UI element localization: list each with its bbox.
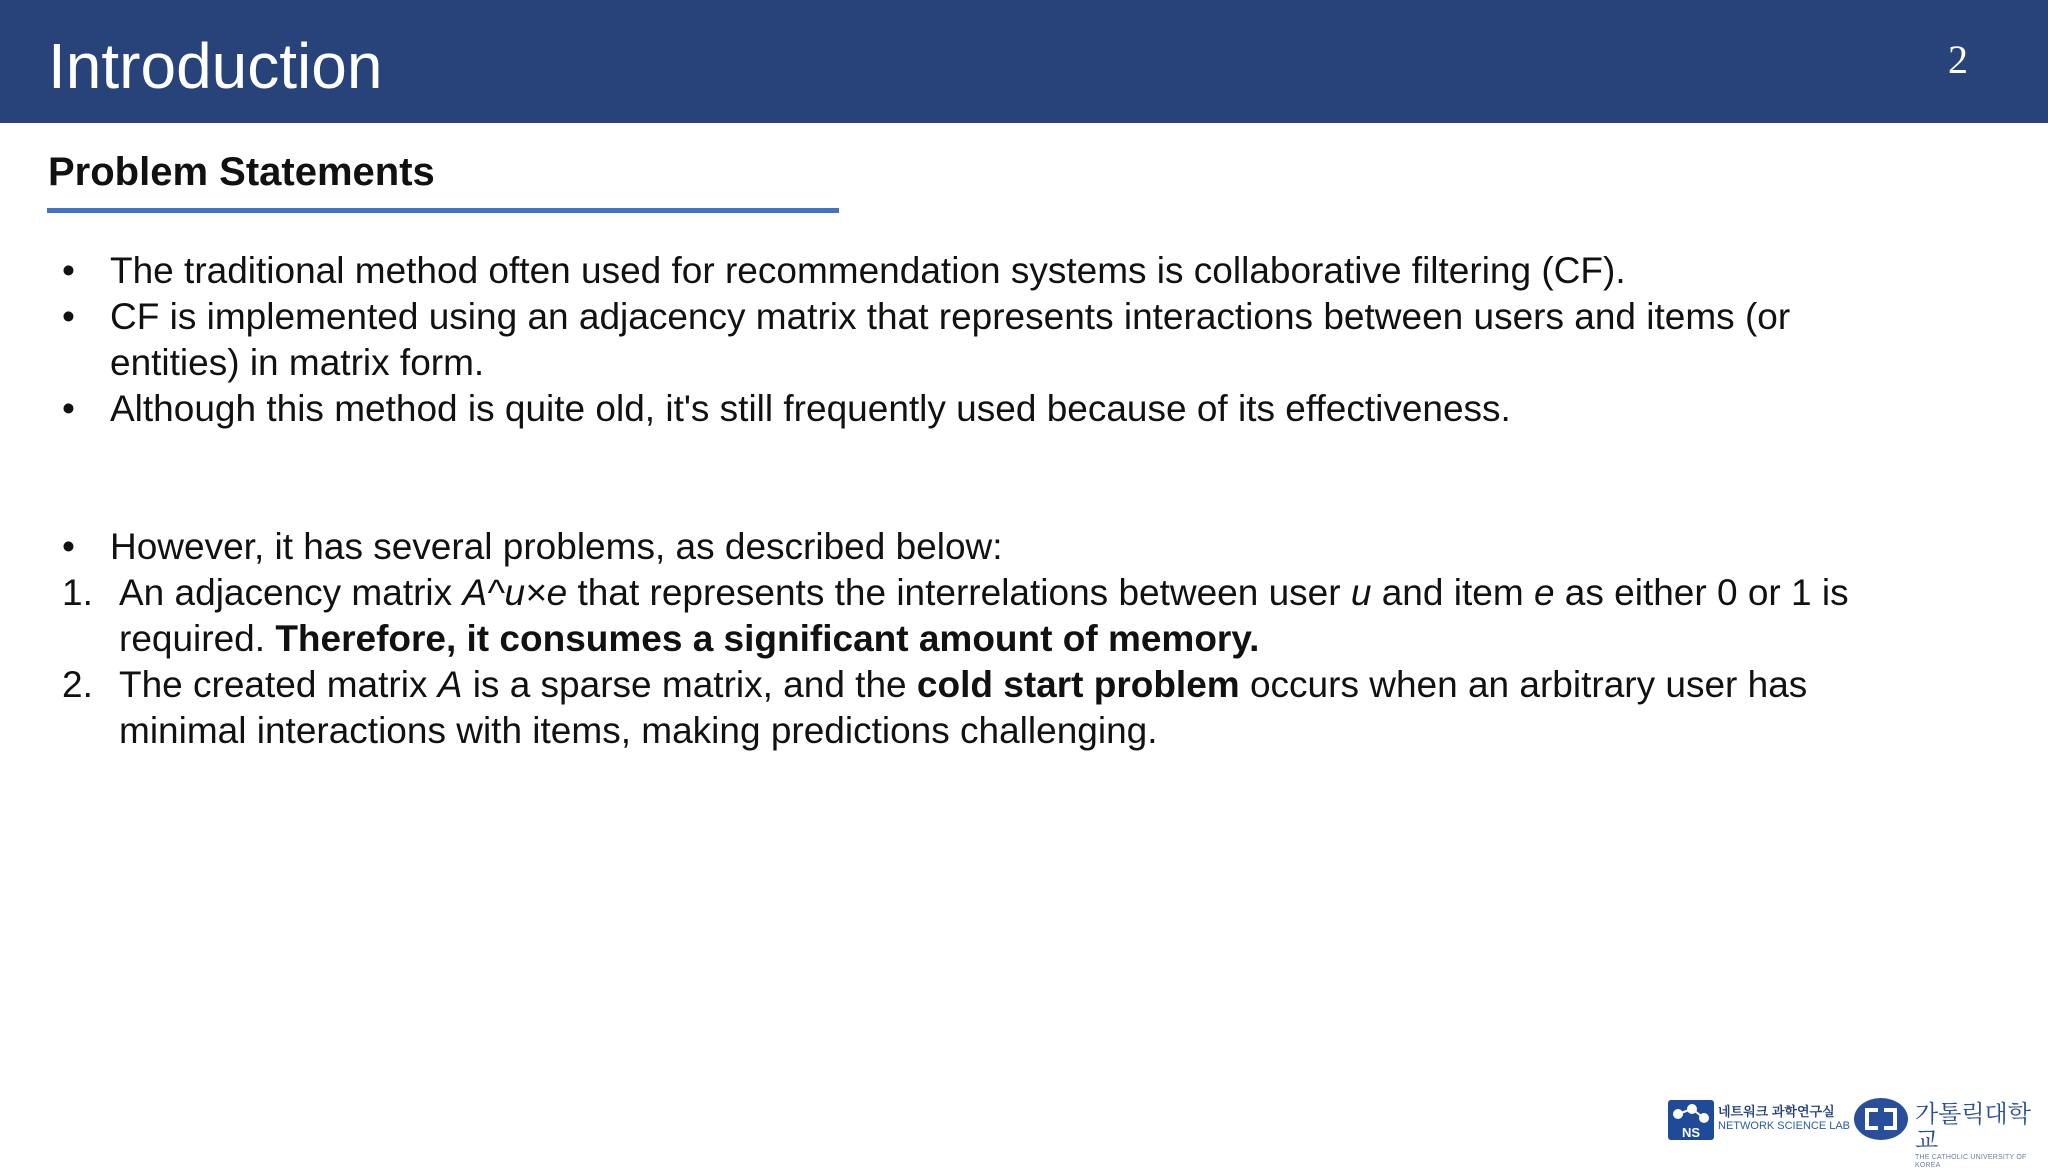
network-science-lab-logo-icon bbox=[1668, 1100, 1714, 1140]
italic-math-text: A^u×e bbox=[462, 572, 568, 613]
ns-badge-text: NS bbox=[1681, 1125, 1701, 1140]
number-marker: 2. bbox=[62, 664, 93, 705]
section-heading: Problem Statements bbox=[48, 150, 435, 194]
bullet-text: However, it has several problems, as described below: bbox=[110, 526, 1003, 567]
bold-text: Therefore, it consumes a significant amount of memory. bbox=[275, 618, 1260, 659]
text-run: as either 0 or 1 is required. bbox=[119, 572, 1849, 659]
bold-text: cold start problem bbox=[916, 664, 1240, 705]
section-underline bbox=[47, 208, 839, 213]
text-run: is a sparse matrix, and the bbox=[462, 664, 917, 705]
text-run: that represents the interrelations between user bbox=[567, 572, 1351, 613]
italic-math-text: u bbox=[1350, 572, 1372, 613]
catholic-university-label bbox=[1915, 1102, 2038, 1170]
number-marker: 1. bbox=[62, 572, 93, 613]
university-name-english: THE CATHOLIC UNIVERSITY OF KOREA bbox=[1915, 1154, 2027, 1169]
page-number: 2 bbox=[1948, 37, 1968, 82]
footer-logos bbox=[1668, 1096, 2038, 1169]
slide-title: Introduction bbox=[48, 30, 383, 102]
text-run: The created matrix bbox=[119, 664, 438, 705]
bullet-marker: • bbox=[62, 388, 75, 429]
title-bar bbox=[0, 0, 2048, 123]
network-science-lab-label bbox=[1718, 1104, 1850, 1134]
numbered-text bbox=[119, 662, 1939, 754]
bullet-marker: • bbox=[62, 526, 75, 567]
bullet-text: Although this method is quite old, it's still frequently used because of its effectiveness. bbox=[110, 388, 1511, 429]
text-run: and item bbox=[1371, 572, 1534, 613]
text-run: occurs when an arbitrary user has minimal interactions with items, making predictions challenging. bbox=[119, 664, 1808, 751]
bullet-marker: • bbox=[62, 250, 75, 291]
bullet-text: CF is implemented using an adjacency matrix that represents interactions between users and items (or entities) in matrix form. bbox=[110, 296, 1791, 383]
italic-math-text: e bbox=[1533, 572, 1555, 613]
italic-math-text: A bbox=[437, 664, 463, 705]
bullet-text: The traditional method often used for recommendation systems is collaborative filtering (CF). bbox=[110, 250, 1626, 291]
university-name-korean: 가톨릭대학교 bbox=[1915, 1101, 2031, 1154]
bullet-marker: • bbox=[62, 296, 75, 337]
catholic-university-emblem-icon bbox=[1853, 1096, 1909, 1142]
text-run: An adjacency matrix bbox=[119, 572, 463, 613]
ns-label-korean: 네트워크 과학연구실 bbox=[1718, 1104, 1835, 1119]
ns-label-english: NETWORK SCIENCE LAB bbox=[1718, 1120, 1851, 1132]
numbered-text bbox=[119, 570, 1959, 662]
